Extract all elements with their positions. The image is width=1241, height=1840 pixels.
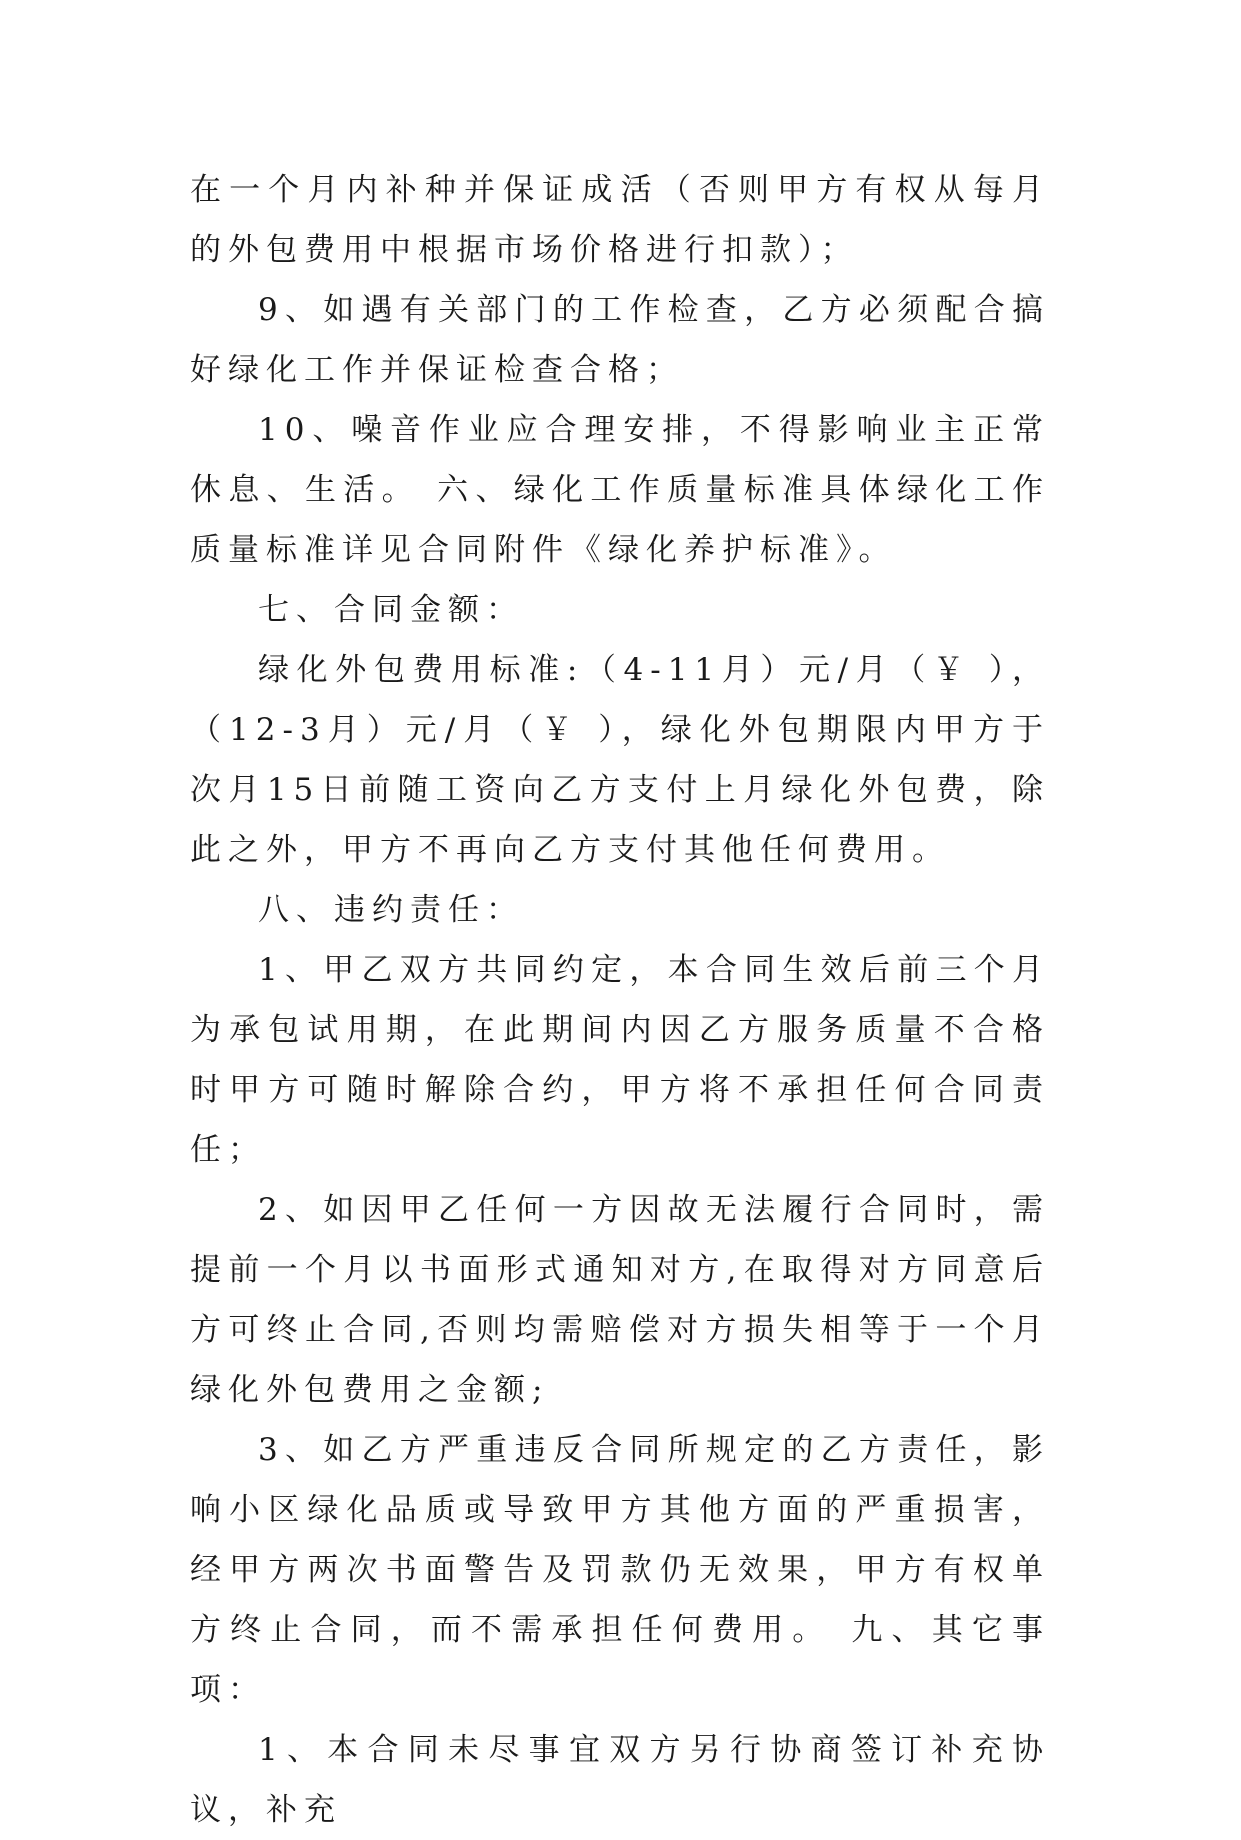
paragraph-replant-clause: 在一个月内补种并保证成活（否则甲方有权从每月的外包费用中根据市场价格进行扣款）； — [190, 172, 1050, 268]
paragraph-other-item-1: 1、本合同未尽事宜双方另行协商签订补充协议，补充 — [190, 1732, 1050, 1828]
document-body — [190, 160, 1050, 1840]
paragraph-breach-item-2: 2、如因甲乙任何一方因故无法履行合同时，需提前一个月以书面形式通知对方,在取得对方同意后方可终止合同,否则均需赔偿对方损失相等于一个月绿化外包费用之金额; — [190, 1192, 1050, 1408]
paragraph-breach-item-3: 3、如乙方严重违反合同所规定的乙方责任，影响小区绿化品质或导致甲方其他方面的严重损害，经甲方两次书面警告及罚款仍无效果，甲方有权单方终止合同，而不需承担任何费用。 九、其它事项： — [190, 1432, 1050, 1708]
section-heading-breach-liability: 八、违约责任： — [258, 892, 524, 928]
paragraph-item-10-noise: 10、噪音作业应合理安排，不得影响业主正常休息、生活。 六、绿化工作质量标准具体绿化工作质量标准详见合同附件《绿化养护标准》。 — [190, 412, 1050, 568]
paragraph-fee-standard: 绿化外包费用标准:（4-11月）元/月（￥ ），（12-3月）元/月（￥ ），绿化外包期限内甲方于次月15日前随工资向乙方支付上月绿化外包费，除此之外，甲方不再向乙方支付其他任何费用。 — [190, 652, 1050, 868]
section-heading-contract-amount: 七、合同金额： — [258, 592, 524, 628]
paragraph-breach-item-1: 1、甲乙双方共同约定，本合同生效后前三个月为承包试用期，在此期间内因乙方服务质量不合格时甲方可随时解除合约，甲方将不承担任何合同责任； — [190, 952, 1050, 1168]
paragraph-item-9-inspection: 9、如遇有关部门的工作检查，乙方必须配合搞好绿化工作并保证检查合格； — [190, 292, 1050, 388]
